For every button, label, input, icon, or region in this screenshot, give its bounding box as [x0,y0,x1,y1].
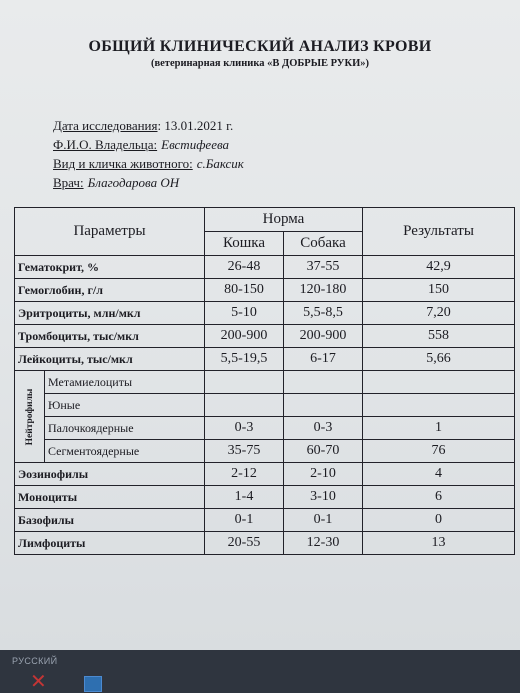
param-name: Эозинофилы [15,463,205,486]
animal-label: Вид и кличка животного: [53,156,193,171]
param-name: Базофилы [15,509,205,532]
table-row [15,348,515,371]
taskbar [0,650,520,693]
norm-dog: 120-180 [284,279,363,302]
neutrophils-group-cell [15,371,45,463]
norm-cat: 1-4 [205,486,284,509]
result-value: 5,66 [363,348,515,371]
result-value: 150 [363,279,515,302]
blood-test-table [14,207,515,555]
norm-dog: 0-3 [284,417,363,440]
result-value [363,394,515,417]
norm-cat: 35-75 [205,440,284,463]
document-subtitle: (ветеринарная клиника «В ДОБРЫЕ РУКИ») [150,58,370,69]
table-row [15,256,515,279]
norm-dog: 200-900 [284,325,363,348]
language-indicator[interactable]: РУССКИЙ [12,656,58,666]
animal-value: с.Баксик [196,156,244,171]
param-name: Тромбоциты, тыс/мкл [15,325,205,348]
table-row [15,394,515,417]
doctor-value: Благодарова ОН [87,175,180,190]
result-value: 1 [363,417,515,440]
neutrophils-group-label: Нейтрофилы [24,388,35,445]
table-row [15,440,515,463]
result-value: 7,20 [363,302,515,325]
date-label: Дата исследования [53,118,158,133]
norm-dog: 2-10 [284,463,363,486]
norm-dog: 12-30 [284,532,363,555]
param-name: Лимфоциты [15,532,205,555]
param-name: Эритроциты, млн/мкл [15,302,205,325]
param-name: Гематокрит, % [15,256,205,279]
norm-cat [205,394,284,417]
result-value: 558 [363,325,515,348]
norm-cat: 2-12 [205,463,284,486]
param-name: Гемоглобин, г/л [15,279,205,302]
animal-line [53,156,244,172]
table-row [15,302,515,325]
norm-dog: 60-70 [284,440,363,463]
owner-line [53,137,229,153]
norm-cat: 26-48 [205,256,284,279]
header-norm: Норма [205,208,363,232]
close-x-icon[interactable]: ✕ [30,671,47,693]
param-name: Сегментоядерные [45,440,205,463]
norm-dog: 0-1 [284,509,363,532]
header-params: Параметры [15,208,205,256]
result-value: 42,9 [363,256,515,279]
norm-cat: 20-55 [205,532,284,555]
date-line [53,118,233,134]
param-name: Палочкоядерные [45,417,205,440]
norm-cat: 0-1 [205,509,284,532]
norm-dog: 3-10 [284,486,363,509]
norm-dog: 6-17 [284,348,363,371]
result-value: 76 [363,440,515,463]
norm-cat: 200-900 [205,325,284,348]
norm-cat: 5-10 [205,302,284,325]
result-value: 13 [363,532,515,555]
table-row [15,325,515,348]
word-app-icon[interactable] [84,676,102,692]
param-name: Лейкоциты, тыс/мкл [15,348,205,371]
norm-cat [205,371,284,394]
norm-cat: 80-150 [205,279,284,302]
doctor-line [53,175,179,191]
date-value: : 13.01.2021 г. [157,118,234,133]
header-results: Результаты [363,208,515,256]
table-row [15,371,515,394]
table-row [15,532,515,555]
result-value: 0 [363,509,515,532]
header-dog: Собака [284,232,363,256]
doctor-label: Врач: [53,175,84,190]
norm-dog [284,394,363,417]
norm-dog: 37-55 [284,256,363,279]
table-row [15,463,515,486]
norm-dog [284,371,363,394]
table-row [15,417,515,440]
result-value [363,371,515,394]
result-value: 4 [363,463,515,486]
table-row [15,486,515,509]
owner-value: Евстифеева [161,137,230,152]
param-name: Метамиелоциты [45,371,205,394]
header-cat: Кошка [205,232,284,256]
document-title: ОБЩИЙ КЛИНИЧЕСКИЙ АНАЛИЗ КРОВИ [88,38,432,55]
table-row [15,509,515,532]
table-row [15,279,515,302]
norm-dog: 5,5-8,5 [284,302,363,325]
param-name: Моноциты [15,486,205,509]
result-value: 6 [363,486,515,509]
param-name: Юные [45,394,205,417]
norm-cat: 5,5-19,5 [205,348,284,371]
owner-label: Ф.И.О. Владельца: [53,137,158,152]
norm-cat: 0-3 [205,417,284,440]
